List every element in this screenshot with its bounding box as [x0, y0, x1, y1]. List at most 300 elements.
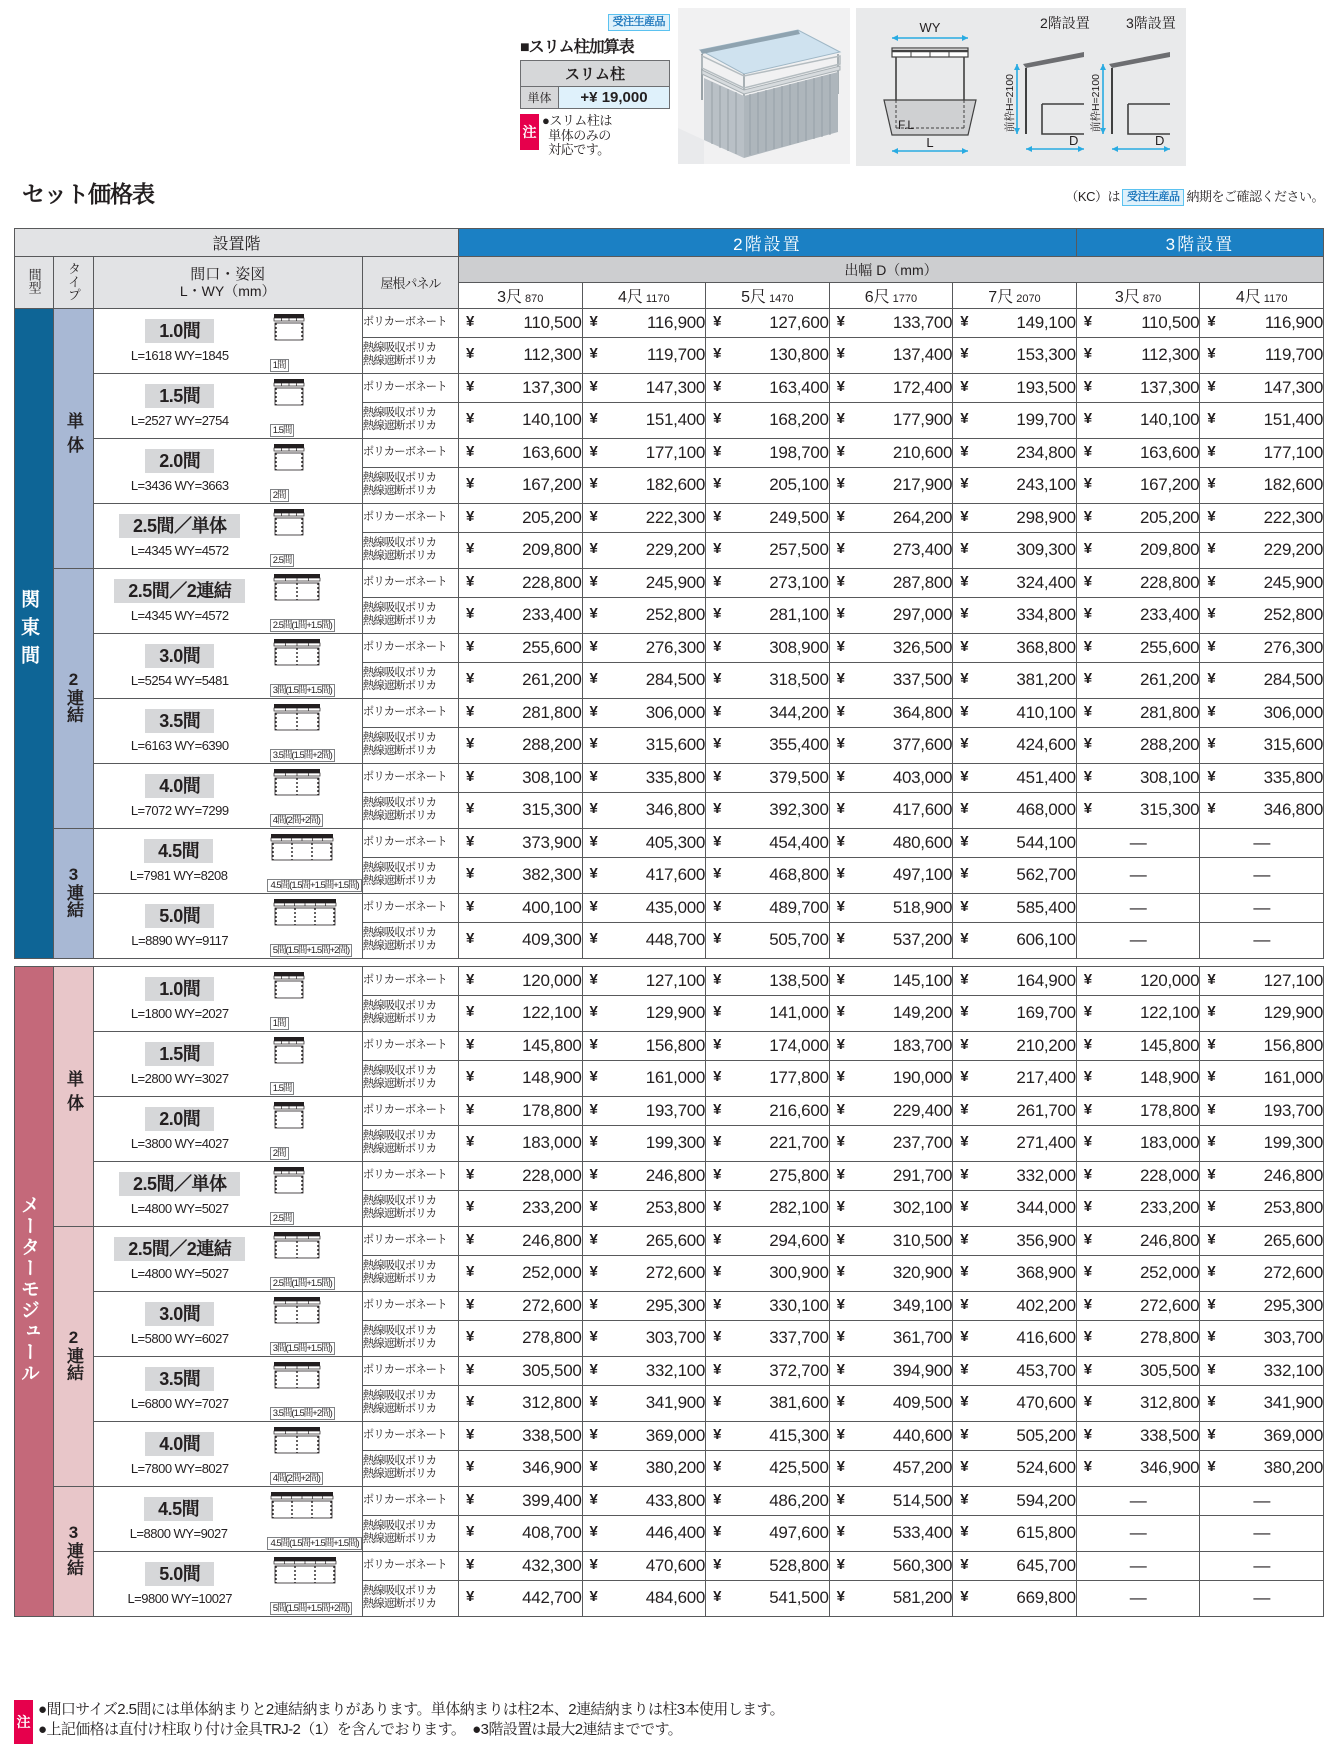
price-cell: ¥ 161,000 [582, 1060, 706, 1096]
opening-size-cell [93, 1552, 362, 1617]
panel-type-poly: ポリカーボネート [362, 374, 458, 403]
yen-sign: ¥ [1083, 735, 1092, 753]
yen-sign: ¥ [960, 1360, 969, 1378]
yen-sign: ¥ [1083, 442, 1092, 460]
price-cell: ¥ 129,900 [1200, 995, 1324, 1031]
table-row [15, 894, 1324, 923]
yen-sign: ¥ [589, 865, 598, 883]
price-cell: ¥ 377,600 [829, 727, 953, 763]
yen-sign: ¥ [713, 702, 722, 720]
type-label [54, 829, 93, 959]
yen-sign: ¥ [960, 475, 969, 493]
price-cell: ¥ 110,500 [458, 309, 582, 338]
price-cell: ¥ 193,700 [582, 1097, 706, 1126]
price-cell: ¥ 271,400 [953, 1125, 1077, 1161]
yen-sign: ¥ [960, 1588, 969, 1606]
yen-sign: ¥ [589, 1295, 598, 1313]
price-cell: ¥ 305,500 [1076, 1357, 1200, 1386]
yen-sign: ¥ [960, 1035, 969, 1053]
yen-sign: ¥ [960, 1165, 969, 1183]
price-cell: ¥ 392,300 [706, 792, 830, 828]
panel-type-heat-block: 熱線遮断ポリカ [362, 1338, 437, 1351]
table-row [15, 699, 1324, 728]
price-cell: ¥ 140,100 [1076, 402, 1200, 438]
yen-sign: ¥ [713, 312, 722, 330]
opening-dimensions: L=1800 WY=2027 [130, 1006, 229, 1022]
price-cell: ¥ 338,500 [1076, 1422, 1200, 1451]
type-label-text: 2連結 [64, 669, 84, 723]
opening-size-label: 3.5間 [145, 709, 214, 734]
yen-sign: ¥ [713, 1263, 722, 1281]
price-cell: ¥ 440,600 [829, 1422, 953, 1451]
header-type: タイプ [54, 257, 93, 309]
yen-sign: ¥ [960, 312, 969, 330]
opening-figure [266, 894, 362, 958]
yen-sign: ¥ [589, 637, 598, 655]
price-cell: — [1200, 1515, 1324, 1551]
price-cell: ¥ 379,500 [706, 764, 830, 793]
yen-sign: ¥ [589, 1068, 598, 1086]
price-cell: ¥ 222,300 [582, 504, 706, 533]
header-floor3: 3階設置 [1076, 229, 1323, 257]
yen-sign: ¥ [960, 970, 969, 988]
opening-size-cell [93, 374, 362, 439]
price-cell: ¥ 163,600 [458, 439, 582, 468]
opening-size-label: 1.5間 [145, 1042, 214, 1067]
opening-size-cell [93, 1097, 362, 1162]
yen-sign: ¥ [713, 637, 722, 655]
yen-sign: ¥ [1083, 1263, 1092, 1281]
yen-sign: ¥ [836, 475, 845, 493]
yen-sign: ¥ [713, 1490, 722, 1508]
panel-type-heat-absorb: 熱線吸収ポリカ [362, 1195, 437, 1208]
yen-sign: ¥ [589, 930, 598, 948]
diagram-fl-label: F.L [898, 118, 915, 132]
figure-caption: 1.5間 [270, 1082, 295, 1095]
price-cell: ¥ 544,100 [953, 829, 1077, 858]
yen-sign: ¥ [713, 1393, 722, 1411]
yen-sign: ¥ [465, 670, 474, 688]
price-cell: ¥ 355,400 [706, 727, 830, 763]
yen-sign: ¥ [589, 540, 598, 558]
price-cell: ¥ 149,200 [829, 995, 953, 1031]
price-cell: ¥ 381,200 [953, 662, 1077, 698]
yen-sign: ¥ [465, 1393, 474, 1411]
header-floor2: 2階設置 [458, 229, 1076, 257]
yen-sign: ¥ [1083, 970, 1092, 988]
price-cell: ¥ 133,700 [829, 309, 953, 338]
yen-sign: ¥ [1207, 1198, 1216, 1216]
price-cell: ¥ 300,900 [706, 1255, 830, 1291]
yen-sign: ¥ [836, 832, 845, 850]
price-cell: ¥ 261,200 [458, 662, 582, 698]
yen-sign: ¥ [960, 1523, 969, 1541]
price-cell: ¥ 151,400 [1200, 402, 1324, 438]
yen-sign: ¥ [960, 1068, 969, 1086]
size-mm: 2070 [1016, 293, 1041, 305]
opening-size-cell [93, 309, 362, 374]
yen-sign: ¥ [465, 312, 474, 330]
panel-type-heat-absorb: 熱線吸収ポリカ [362, 667, 437, 680]
yen-sign: ¥ [589, 800, 598, 818]
footer-note-line-1: ●間口サイズ2.5間には単体納まりと2連結納まりがあります。単体納まりは柱2本、2連結納まりは柱3本使用します。 [38, 1701, 785, 1718]
price-cell: ¥ 284,500 [1200, 662, 1324, 698]
price-cell: ¥ 344,200 [706, 699, 830, 728]
opening-figure [266, 1552, 362, 1616]
price-cell: ¥ 446,400 [582, 1515, 706, 1551]
price-cell: ¥ 261,700 [953, 1097, 1077, 1126]
yen-sign: ¥ [713, 1458, 722, 1476]
panel-type-heat-block: 熱線遮断ポリカ [362, 420, 437, 433]
price-cell: ¥ 468,800 [706, 857, 830, 893]
size-shaku: 6尺 [864, 289, 890, 306]
yen-sign: ¥ [589, 1588, 598, 1606]
yen-sign: ¥ [836, 1100, 845, 1118]
table-row [15, 309, 1324, 338]
price-cell: ¥ 497,600 [706, 1515, 830, 1551]
price-cell: — [1200, 894, 1324, 923]
price-cell: ¥ 127,600 [706, 309, 830, 338]
yen-sign: ¥ [1083, 1425, 1092, 1443]
diagram-2f-d-label: D [1069, 133, 1079, 148]
panel-type-heat-block: 熱線遮断ポリカ [362, 1078, 437, 1091]
opening-dimensions: L=2527 WY=2754 [130, 413, 229, 429]
price-cell: ¥ 381,600 [706, 1385, 830, 1421]
yen-sign: ¥ [1083, 1230, 1092, 1248]
yen-sign: ¥ [465, 1295, 474, 1313]
yen-sign: ¥ [713, 1230, 722, 1248]
yen-sign: ¥ [465, 345, 474, 363]
panel-type-heat-absorb: 熱線吸収ポリカ [362, 1390, 437, 1403]
yen-sign: ¥ [960, 1425, 969, 1443]
price-cell: ¥ 457,200 [829, 1450, 953, 1486]
yen-sign: ¥ [836, 1458, 845, 1476]
price-cell: — [1200, 829, 1324, 858]
set-price-table [14, 228, 1324, 1617]
opening-size-label: 5.0間 [145, 1562, 214, 1587]
price-cell: ¥ 174,000 [706, 1032, 830, 1061]
figure-caption: 1.5間 [270, 424, 295, 437]
panel-type-heat-absorb: 熱線吸収ポリカ [362, 1520, 437, 1533]
table-row [15, 967, 1324, 996]
price-cell: ¥ 156,800 [582, 1032, 706, 1061]
price-cell: ¥ 127,100 [1200, 967, 1324, 996]
price-cell: ¥ 312,800 [1076, 1385, 1200, 1421]
price-cell: ¥ 167,200 [1076, 467, 1200, 503]
yen-sign: ¥ [465, 1165, 474, 1183]
yen-sign: ¥ [465, 1068, 474, 1086]
price-cell: ¥ 243,100 [953, 467, 1077, 503]
yen-sign: ¥ [960, 1328, 969, 1346]
price-cell: ¥ 346,800 [582, 792, 706, 828]
panel-type-heat [362, 597, 458, 633]
price-cell: ¥ 399,400 [458, 1487, 582, 1516]
price-cell: ¥ 282,100 [706, 1190, 830, 1226]
price-cell: ¥ 246,800 [458, 1227, 582, 1256]
yen-sign: ¥ [1207, 702, 1216, 720]
price-cell: ¥ 163,600 [1076, 439, 1200, 468]
price-cell: ¥ 137,300 [458, 374, 582, 403]
price-cell: ¥ 320,900 [829, 1255, 953, 1291]
price-cell: ¥ 130,800 [706, 337, 830, 373]
price-cell: ¥ 451,400 [953, 764, 1077, 793]
panel-type-heat-block: 熱線遮断ポリカ [362, 810, 437, 823]
price-cell: ¥ 480,600 [829, 829, 953, 858]
panel-type-heat [362, 337, 458, 373]
yen-sign: ¥ [713, 1035, 722, 1053]
opening-dimensions: L=6163 WY=6390 [130, 738, 229, 754]
yen-sign: ¥ [1083, 1393, 1092, 1411]
opening-size-label: 3.0間 [145, 1302, 214, 1327]
kc-note-suffix: 納期をご確認ください。 [1186, 189, 1324, 204]
price-cell: ¥ 252,800 [1200, 597, 1324, 633]
opening-size-label: 2.5間／2連結 [114, 1237, 245, 1262]
opening-size-label: 2.5間／単体 [119, 1172, 241, 1197]
price-cell: ¥ 116,900 [582, 309, 706, 338]
panel-type-heat-absorb: 熱線吸収ポリカ [362, 862, 437, 875]
opening-size-cell [93, 1292, 362, 1357]
yen-sign: ¥ [713, 1165, 722, 1183]
price-cell: ¥ 228,800 [458, 569, 582, 598]
price-cell: ¥ 417,600 [582, 857, 706, 893]
price-cell: ¥ 524,600 [953, 1450, 1077, 1486]
price-cell: ¥ 581,200 [829, 1580, 953, 1616]
price-cell: ¥ 400,100 [458, 894, 582, 923]
price-cell: ¥ 306,000 [1200, 699, 1324, 728]
yen-sign: ¥ [713, 832, 722, 850]
panel-type-heat [362, 727, 458, 763]
type-label-text: 2連結 [64, 1327, 84, 1381]
yen-sign: ¥ [960, 1490, 969, 1508]
table-row [15, 1227, 1324, 1256]
yen-sign: ¥ [713, 1555, 722, 1573]
price-cell: ¥ 594,200 [953, 1487, 1077, 1516]
panel-type-heat [362, 1190, 458, 1226]
price-cell: ¥ 303,700 [1200, 1320, 1324, 1356]
panel-type-heat-block: 熱線遮断ポリカ [362, 1468, 437, 1481]
price-cell: — [1200, 922, 1324, 958]
yen-sign: ¥ [589, 377, 598, 395]
yen-sign: ¥ [1083, 1133, 1092, 1151]
figure-caption: 4.5間(1.5間+1.5間+1.5間) [267, 879, 361, 892]
figure-caption: 2.5間 [270, 1212, 295, 1225]
panel-type-heat-absorb: 熱線吸収ポリカ [362, 732, 437, 745]
panel-type-heat-absorb: 熱線吸収ポリカ [362, 1260, 437, 1273]
type-label [54, 309, 93, 569]
table-row [15, 504, 1324, 533]
price-cell: ¥ 424,600 [953, 727, 1077, 763]
opening-dimensions: L=7072 WY=7299 [130, 803, 229, 819]
panel-type-poly: ポリカーボネート [362, 699, 458, 728]
price-cell: ¥ 119,700 [582, 337, 706, 373]
price-cell: ¥ 182,600 [1200, 467, 1324, 503]
yen-sign: ¥ [713, 1100, 722, 1118]
yen-sign: ¥ [1083, 702, 1092, 720]
panel-type-heat-absorb: 熱線吸収ポリカ [362, 1065, 437, 1078]
yen-sign: ¥ [836, 605, 845, 623]
price-cell: ¥ 669,800 [953, 1580, 1077, 1616]
size-shaku: 5尺 [741, 289, 767, 306]
yen-sign: ¥ [1207, 605, 1216, 623]
price-cell: ¥ 112,300 [458, 337, 582, 373]
yen-sign: ¥ [836, 637, 845, 655]
price-cell: ¥ 246,800 [1200, 1162, 1324, 1191]
header-roof-panel: 屋根パネル [362, 257, 458, 309]
group-label-text: 関東間 [18, 589, 39, 673]
yen-sign: ¥ [465, 1425, 474, 1443]
yen-sign: ¥ [465, 865, 474, 883]
price-cell: ¥ 199,300 [1200, 1125, 1324, 1161]
yen-sign: ¥ [960, 1230, 969, 1248]
yen-sign: ¥ [836, 1003, 845, 1021]
price-cell: ¥ 288,200 [1076, 727, 1200, 763]
yen-sign: ¥ [713, 930, 722, 948]
price-cell: ¥ 112,300 [1076, 337, 1200, 373]
opening-figure [263, 1487, 361, 1551]
price-cell: ¥ 253,800 [582, 1190, 706, 1226]
price-cell: ¥ 246,800 [1076, 1227, 1200, 1256]
price-cell: — [1200, 1487, 1324, 1516]
figure-caption: 3.5間(1.5間+2間) [270, 749, 335, 762]
opening-dimensions: L=9800 WY=10027 [127, 1591, 232, 1607]
opening-figure [266, 1097, 362, 1161]
opening-size-label: 4.5間 [144, 839, 213, 864]
yen-sign: ¥ [713, 800, 722, 818]
yen-sign: ¥ [1083, 345, 1092, 363]
yen-sign: ¥ [465, 1328, 474, 1346]
opening-size-cell [93, 699, 362, 764]
yen-sign: ¥ [713, 1295, 722, 1313]
yen-sign: ¥ [1207, 637, 1216, 655]
panel-type-poly: ポリカーボネート [362, 634, 458, 663]
price-cell: ¥ 249,500 [706, 504, 830, 533]
yen-sign: ¥ [1207, 800, 1216, 818]
price-cell: ¥ 324,400 [953, 569, 1077, 598]
price-cell: — [1076, 1487, 1200, 1516]
price-cell: ¥ 122,100 [458, 995, 582, 1031]
price-cell: ¥ 435,000 [582, 894, 706, 923]
yen-sign: ¥ [589, 1458, 598, 1476]
price-cell: ¥ 334,800 [953, 597, 1077, 633]
yen-sign: ¥ [1207, 1003, 1216, 1021]
yen-sign: ¥ [960, 735, 969, 753]
yen-sign: ¥ [465, 767, 474, 785]
panel-type-poly: ポリカーボネート [362, 1357, 458, 1386]
yen-sign: ¥ [465, 897, 474, 915]
yen-sign: ¥ [589, 702, 598, 720]
type-label-text: 3連結 [64, 1522, 84, 1576]
yen-sign: ¥ [960, 767, 969, 785]
yen-sign: ¥ [589, 507, 598, 525]
yen-sign: ¥ [836, 1360, 845, 1378]
kc-note-prefix: （KC）は [1065, 189, 1120, 204]
header-size-5 [953, 283, 1077, 309]
yen-sign: ¥ [713, 507, 722, 525]
panel-type-poly: ポリカーボネート [362, 1552, 458, 1581]
diagram-3f-height-label: 前枠H=2100 [1090, 73, 1102, 133]
price-cell: ¥ 145,100 [829, 967, 953, 996]
yen-sign: ¥ [465, 702, 474, 720]
panel-type-heat [362, 402, 458, 438]
table-head [15, 229, 1324, 309]
price-cell: ¥ 337,500 [829, 662, 953, 698]
yen-sign: ¥ [465, 605, 474, 623]
yen-sign: ¥ [836, 1263, 845, 1281]
price-cell: ¥ 308,100 [1076, 764, 1200, 793]
yen-sign: ¥ [465, 1523, 474, 1541]
panel-type-heat [362, 1385, 458, 1421]
opening-size-cell [93, 1357, 362, 1422]
yen-sign: ¥ [713, 970, 722, 988]
header-opening-figure-main: 間口・姿図 [190, 265, 266, 283]
header-size-2 [582, 283, 706, 309]
panel-type-heat-block: 熱線遮断ポリカ [362, 1533, 437, 1546]
yen-sign: ¥ [960, 1263, 969, 1281]
price-cell: ¥ 298,900 [953, 504, 1077, 533]
opening-size-label: 5.0間 [145, 904, 214, 929]
yen-sign: ¥ [1083, 507, 1092, 525]
diagram-wy-label: WY [919, 20, 941, 35]
yen-sign: ¥ [960, 442, 969, 460]
price-cell: ¥ 167,200 [458, 467, 582, 503]
price-cell: ¥ 346,800 [1200, 792, 1324, 828]
figure-caption: 2間 [270, 1147, 289, 1160]
price-cell: ¥ 361,700 [829, 1320, 953, 1356]
price-cell: ¥ 368,900 [953, 1255, 1077, 1291]
header-size-6 [1076, 283, 1200, 309]
size-mm: 1170 [645, 293, 670, 305]
opening-size-cell [93, 967, 362, 1032]
yen-sign: ¥ [465, 832, 474, 850]
yen-sign: ¥ [589, 1263, 598, 1281]
price-cell: ¥ 198,700 [706, 439, 830, 468]
opening-size-label: 3.0間 [145, 644, 214, 669]
figure-caption: 3間(1.5間+1.5間) [270, 684, 335, 697]
price-cell: ¥ 409,300 [458, 922, 582, 958]
yen-sign: ¥ [713, 897, 722, 915]
panel-type-poly: ポリカーボネート [362, 764, 458, 793]
price-cell: — [1200, 857, 1324, 893]
yen-sign: ¥ [1207, 1458, 1216, 1476]
price-cell: ¥ 453,700 [953, 1357, 1077, 1386]
yen-sign: ¥ [1207, 1360, 1216, 1378]
price-cell: ¥ 281,800 [458, 699, 582, 728]
opening-size-cell [93, 1422, 362, 1487]
yen-sign: ¥ [1083, 572, 1092, 590]
price-cell: ¥ 217,400 [953, 1060, 1077, 1096]
price-cell: ¥ 341,900 [1200, 1385, 1324, 1421]
panel-type-poly: ポリカーボネート [362, 439, 458, 468]
slim-surcharge-value: +¥ 19,000 [559, 87, 670, 109]
price-cell: ¥ 199,700 [953, 402, 1077, 438]
yen-sign: ¥ [465, 1263, 474, 1281]
panel-type-heat [362, 1125, 458, 1161]
yen-sign: ¥ [713, 1133, 722, 1151]
price-cell: ¥ 315,300 [458, 792, 582, 828]
price-cell: ¥ 120,000 [1076, 967, 1200, 996]
price-cell: ¥ 349,100 [829, 1292, 953, 1321]
panel-type-heat [362, 995, 458, 1031]
opening-size-cell [93, 894, 362, 959]
yen-sign: ¥ [1083, 377, 1092, 395]
price-cell: ¥ 505,700 [706, 922, 830, 958]
yen-sign: ¥ [589, 832, 598, 850]
price-cell: ¥ 233,200 [1076, 1190, 1200, 1226]
price-cell: ¥ 255,600 [1076, 634, 1200, 663]
yen-sign: ¥ [960, 1555, 969, 1573]
yen-sign: ¥ [960, 345, 969, 363]
price-cell: ¥ 161,000 [1200, 1060, 1324, 1096]
